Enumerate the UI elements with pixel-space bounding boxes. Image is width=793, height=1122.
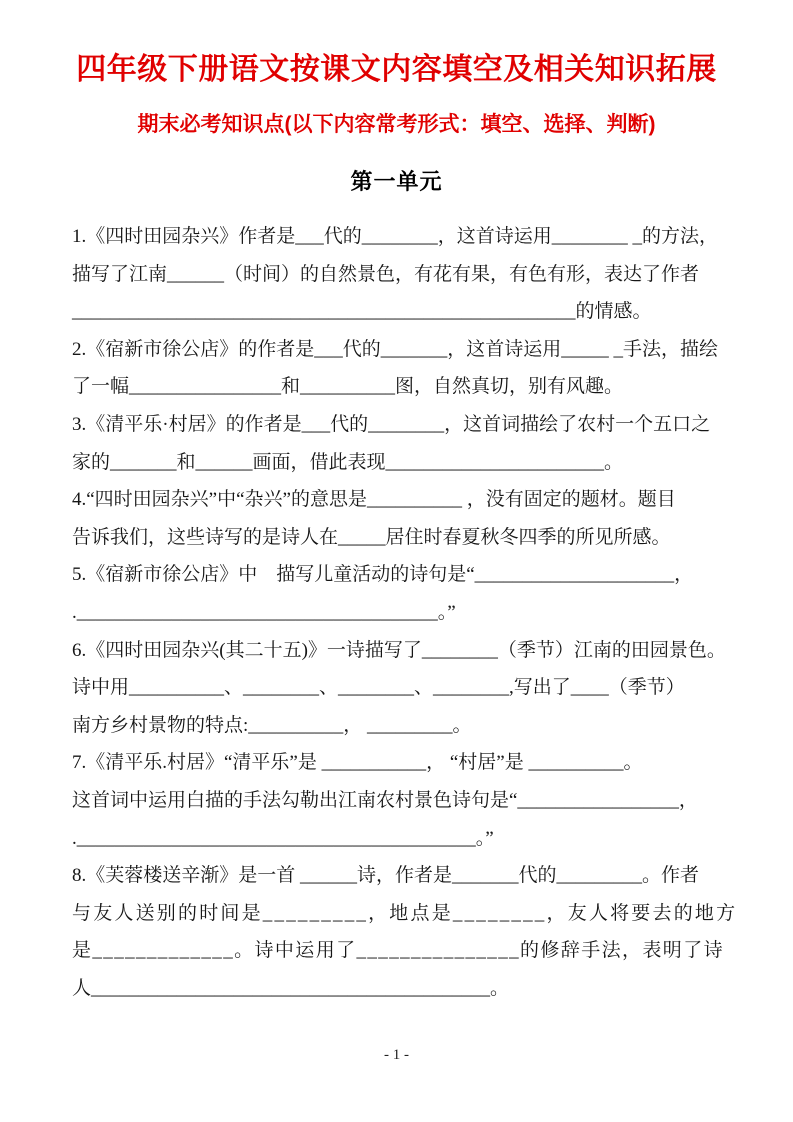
question-line: 2.《宿新市徐公店》的作者是___代的_______，这首诗运用_____ _手法，描绘 xyxy=(72,338,719,360)
question-line: 家的_______和______画面，借此表现_______________________。 xyxy=(72,451,624,473)
question-line: _____________________________________________________的情感。 xyxy=(72,301,652,323)
question-line: 5.《宿新市徐公店》中 描写儿童活动的诗句是“_____________________， xyxy=(72,564,694,586)
question-item-7 xyxy=(72,744,721,857)
question-line: .__________________________________________。” xyxy=(72,827,494,849)
question-line: 3.《清平乐·村居》的作者是___代的________，这首词描绘了农村一个五口之 xyxy=(72,413,711,435)
question-line: 告诉我们，这些诗写的是诗人在_____居住时春夏秋冬四季的所见所感。 xyxy=(72,526,671,548)
question-line: 描写了江南______（时间）的自然景色，有花有果，有色有形，表达了作者 xyxy=(72,263,700,285)
question-item-2 xyxy=(72,331,721,406)
page-title: 四年级下册语文按课文内容填空及相关知识拓展 xyxy=(76,53,717,86)
question-line: 南方乡村景物的特点:__________， _________。 xyxy=(72,714,472,736)
question-line: 是_____________。诗中运用了_______________的修辞手法，表明了诗 xyxy=(72,940,725,962)
question-line: 与友人送别的时间是_________，地点是________，友人将要去的地方 xyxy=(72,902,738,924)
question-item-3 xyxy=(72,406,721,481)
question-item-4 xyxy=(72,481,721,556)
question-line: 诗中用__________、________、________、________,写出了____（季节） xyxy=(72,677,685,699)
question-line: 这首词中运用白描的手法勾勒出江南农村景色诗句是“_________________， xyxy=(72,789,698,811)
question-line: 6.《四时田园杂兴(其二十五)》一诗描写了________（季节）江南的田园景色。 xyxy=(72,639,726,661)
question-line: 8.《芙蓉楼送辛渐》是一首 ______诗，作者是_______代的_________。作者 xyxy=(72,865,700,887)
question-line: 1.《四时田园杂兴》作者是___代的________，这首诗运用________ _的方法， xyxy=(72,226,719,247)
question-line: 7.《清平乐.村居》“清平乐”是 ___________， “村居”是 __________。 xyxy=(72,752,643,774)
question-line: 了一幅________________和__________图，自然真切，别有风趣。 xyxy=(72,376,624,398)
section-heading: 第一单元 xyxy=(350,169,443,194)
question-item-6 xyxy=(72,632,726,745)
question-line: 人__________________________________________。 xyxy=(72,977,510,999)
question-line: 4.“四时田园杂兴”中“杂兴”的意思是__________ ，没有固定的题材。题目 xyxy=(72,489,676,511)
question-line: .______________________________________。” xyxy=(72,601,456,623)
page-subtitle: 期末必考知识点(以下内容常考形式：填空、选择、判断) xyxy=(137,113,656,136)
questions-list xyxy=(72,218,738,1007)
question-item-5 xyxy=(72,556,721,631)
question-item-8 xyxy=(72,857,738,1007)
question-item-1 xyxy=(72,218,721,331)
page-number: - 1 - xyxy=(384,1047,409,1063)
